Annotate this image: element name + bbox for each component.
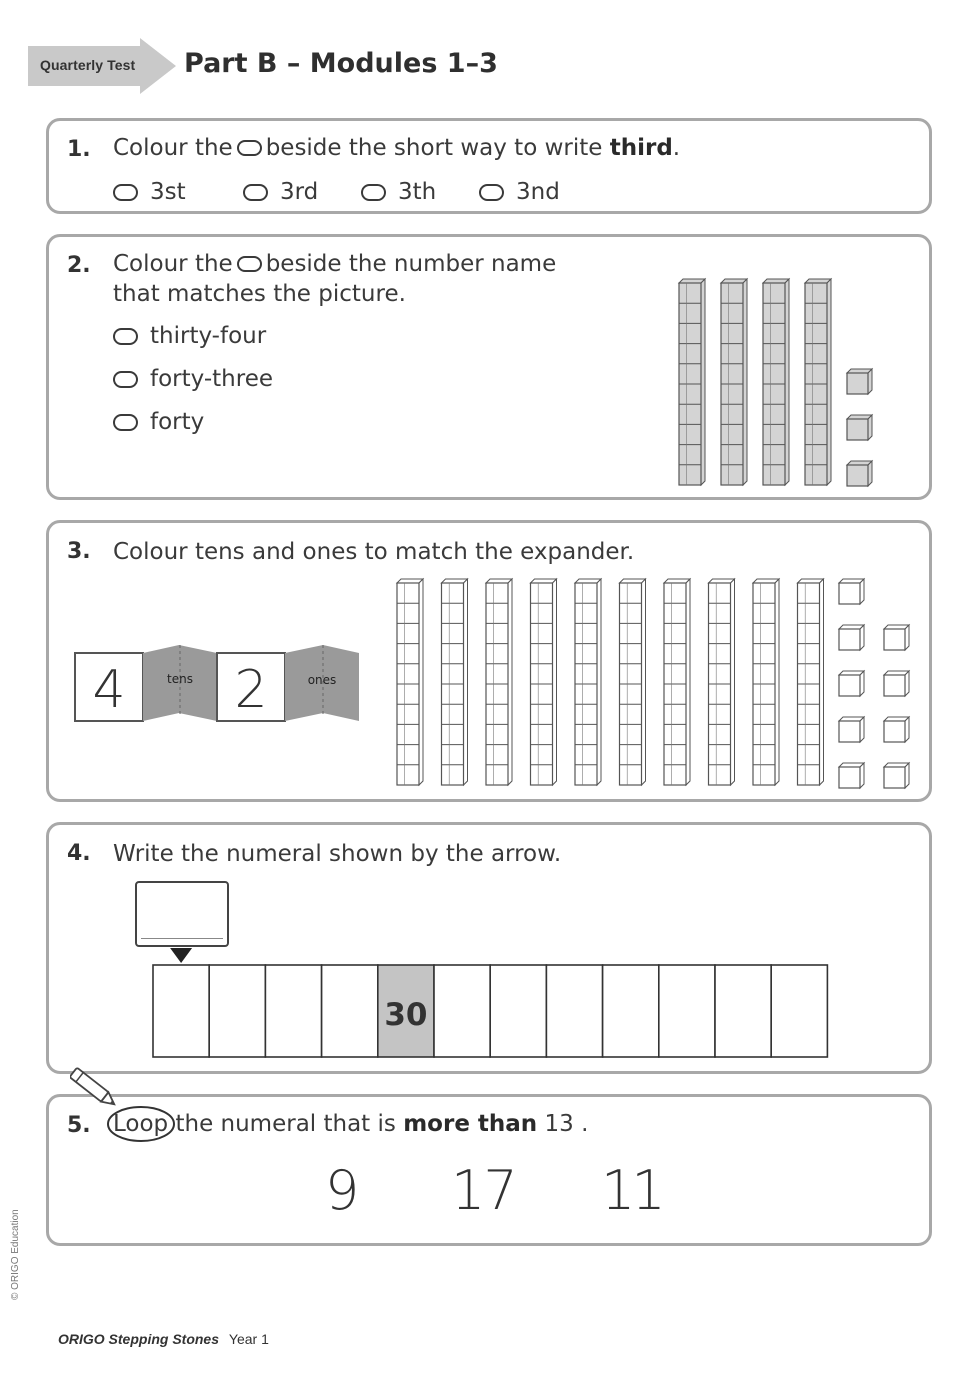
brand-name: ORIGO Stepping Stones	[58, 1331, 220, 1347]
blank-tens-rod	[798, 579, 824, 785]
blank-ones-cube	[839, 625, 864, 650]
option-label: forty-three	[150, 366, 273, 392]
question-4-text: Write the numeral shown by the arrow.	[113, 841, 562, 867]
track-cell	[771, 965, 827, 1057]
answer-oval[interactable]	[113, 184, 138, 201]
blank-tens-rod	[531, 579, 557, 785]
copyright-notice: © ORIGO Education	[10, 1209, 21, 1300]
blank-ones-cube	[884, 717, 909, 742]
blank-tens-rod	[442, 579, 468, 785]
ones-cube	[847, 369, 872, 394]
pointer-arrow-icon	[170, 948, 192, 963]
tag-label: Quarterly Test	[40, 57, 136, 73]
q2-text-after: beside the number name	[265, 251, 557, 277]
footer-brand	[58, 1331, 269, 1347]
blank-ones-cube	[884, 625, 909, 650]
question-5-text	[113, 1109, 588, 1139]
page-title: Part B – Modules 1–3	[184, 48, 498, 79]
blank-tens-rod	[664, 579, 690, 785]
expander-tens-label: tens	[167, 672, 193, 686]
ones-cube	[847, 461, 872, 486]
tens-rod	[763, 279, 789, 485]
blank-tens-rod	[397, 579, 423, 785]
numeral-option-11[interactable]: 11	[601, 1159, 662, 1222]
question-1-text	[113, 133, 680, 163]
tens-rod	[679, 279, 705, 485]
question-number: 5.	[67, 1113, 91, 1138]
blank-ones-cube	[839, 671, 864, 696]
blank-ones-cube	[884, 763, 909, 788]
track-cell	[490, 965, 546, 1057]
blank-ones-cube	[884, 671, 909, 696]
q5-keyword: more than	[403, 1111, 538, 1137]
track-cell	[715, 965, 771, 1057]
q1-text-before: Colour the	[113, 135, 233, 161]
option-label: 3th	[398, 179, 437, 205]
question-number: 3.	[67, 539, 91, 564]
track-cell	[603, 965, 659, 1057]
q2-text-before: Colour the	[113, 251, 233, 277]
expander-and-blocks	[49, 523, 929, 799]
answer-oval[interactable]	[243, 184, 268, 201]
blank-ones-cube	[839, 763, 864, 788]
track-cell	[265, 965, 321, 1057]
question-3-text: Colour tens and ones to match the expander.	[113, 539, 635, 565]
answer-oval[interactable]	[361, 184, 386, 201]
answer-oval[interactable]	[479, 184, 504, 201]
question-number: 1.	[67, 137, 91, 162]
track-cell	[153, 965, 209, 1057]
question-4-number: 4.	[67, 841, 91, 866]
blank-ones-cube	[839, 579, 864, 604]
expander-ones-digit: 2	[234, 660, 268, 720]
option-label: 3nd	[516, 179, 560, 205]
question-1-panel	[46, 118, 932, 214]
blank-tens-rod	[620, 579, 646, 785]
q2-text-line2: that matches the picture.	[113, 281, 406, 307]
q5-end: .	[581, 1111, 589, 1137]
ones-cube	[847, 415, 872, 440]
loop-word-text: Loop	[113, 1111, 169, 1137]
option-3rd[interactable]	[243, 179, 318, 205]
blank-ones-cube	[839, 717, 864, 742]
option-label: thirty-four	[150, 323, 267, 349]
expander-tens-digit: 4	[92, 660, 126, 720]
tens-rod	[721, 279, 747, 485]
numeral-option-17[interactable]: 17	[451, 1159, 516, 1222]
year-level: Year 1	[228, 1331, 269, 1347]
q1-text-after: beside the short way to write	[265, 135, 603, 161]
number-track	[49, 825, 929, 1071]
blank-tens-rod	[753, 579, 779, 785]
option-label: forty	[150, 409, 205, 435]
oval-icon	[237, 140, 262, 156]
option-3th[interactable]	[361, 179, 436, 205]
question-2-panel	[46, 234, 932, 500]
track-cell	[434, 965, 490, 1057]
option-label: 3rd	[280, 179, 319, 205]
track-cell	[209, 965, 265, 1057]
numeral-option-9[interactable]: 9	[325, 1159, 360, 1222]
expander-ones-label: ones	[307, 673, 337, 687]
tens-rod	[805, 279, 831, 485]
q1-keyword: third	[609, 135, 673, 161]
q1-end: .	[672, 135, 681, 161]
track-cell	[322, 965, 378, 1057]
blank-tens-rod	[486, 579, 512, 785]
track-cell	[546, 965, 602, 1057]
base-ten-blocks-picture	[49, 237, 929, 497]
question-number: 2.	[67, 253, 91, 278]
option-3nd[interactable]	[479, 179, 560, 205]
pencil-icon	[70, 1066, 126, 1116]
blank-tens-rod	[575, 579, 601, 785]
option-3st[interactable]	[113, 179, 186, 205]
header-tag	[28, 38, 176, 94]
question-4-panel	[46, 822, 932, 1074]
number-expander	[75, 645, 359, 721]
question-5-panel	[46, 1094, 932, 1246]
blank-tens-rod	[709, 579, 735, 785]
option-label: 3st	[150, 179, 186, 205]
q5-target: 13	[544, 1111, 574, 1137]
track-value-label: 30	[384, 997, 428, 1033]
track-cell	[659, 965, 715, 1057]
question-3-panel	[46, 520, 932, 802]
q5-text-middle: the numeral that is	[175, 1111, 396, 1137]
